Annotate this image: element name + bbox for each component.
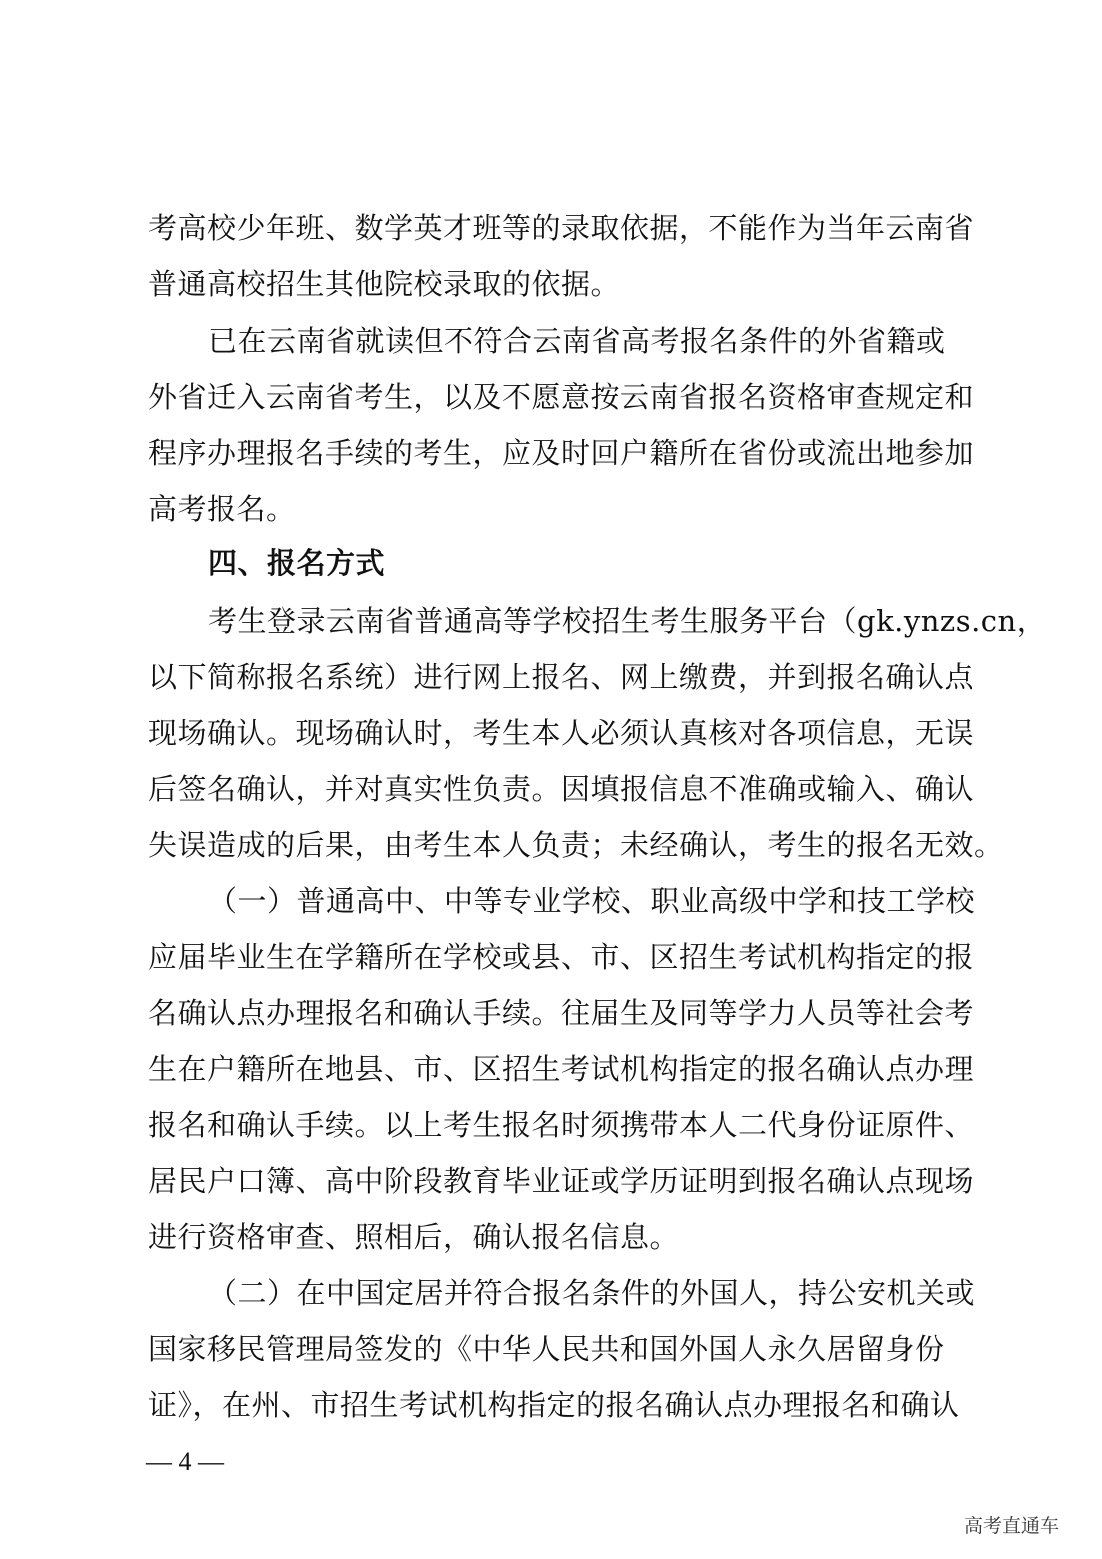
text-line: 后签名确认，并对真实性负责。因填报信息不准确或输入、确认 bbox=[148, 772, 975, 806]
text-line: 报名和确认手续。以上考生报名时须携带本人二代身份证原件、 bbox=[148, 1108, 975, 1142]
paragraph-start-line: 考生登录云南省普通高等学校招生考生服务平台（gk.ynzs.cn， bbox=[208, 604, 1047, 638]
text-line: 应届毕业生在学籍所在学校或县、市、区招生考试机构指定的报 bbox=[148, 940, 975, 974]
watermark-text: 高考直通车 bbox=[964, 1515, 1060, 1537]
text-line: 国家移民管理局签发的《中华人民共和国外国人永久居留身份 bbox=[148, 1332, 945, 1366]
text-line: 生在户籍所在地县、市、区招生考试机构指定的报名确认点办理 bbox=[148, 1052, 975, 1086]
text-line: 普通高校招生其他院校录取的依据。 bbox=[148, 267, 621, 301]
text-line: 名确认点办理报名和确认手续。往届生及同等学力人员等社会考 bbox=[148, 996, 975, 1030]
text-line: 考高校少年班、数学英才班等的录取依据，不能作为当年云南省 bbox=[148, 211, 975, 245]
text-line: 程序办理报名手续的考生，应及时回户籍所在省份或流出地参加 bbox=[148, 436, 975, 470]
paragraph-start-line: （二）在中国定居并符合报名条件的外国人，持公安机关或 bbox=[208, 1276, 976, 1310]
text-line: 居民户口簿、高中阶段教育毕业证或学历证明到报名确认点现场 bbox=[148, 1164, 975, 1198]
paragraph-start-line: （一）普通高中、中等专业学校、职业高级中学和技工学校 bbox=[208, 884, 976, 918]
text-line: 外省迁入云南省考生，以及不愿意按云南省报名资格审查规定和 bbox=[148, 380, 975, 414]
text-line: 证》，在州、市招生考试机构指定的报名确认点办理报名和确认 bbox=[148, 1388, 960, 1422]
text-line: 以下简称报名系统）进行网上报名、网上缴费，并到报名确认点 bbox=[148, 660, 975, 694]
text-line: 现场确认。现场确认时，考生本人必须认真核对各项信息，无误 bbox=[148, 716, 975, 750]
page-number: — 4 — bbox=[146, 1447, 224, 1476]
text-line: 进行资格审查、照相后，确认报名信息。 bbox=[148, 1220, 680, 1254]
text-line: 高考报名。 bbox=[148, 492, 296, 526]
paragraph-start-line: 已在云南省就读但不符合云南省高考报名条件的外省籍或 bbox=[208, 324, 946, 358]
section-heading: 四、报名方式 bbox=[208, 546, 386, 580]
text-line: 失误造成的后果，由考生本人负责；未经确认，考生的报名无效。 bbox=[148, 828, 1004, 862]
